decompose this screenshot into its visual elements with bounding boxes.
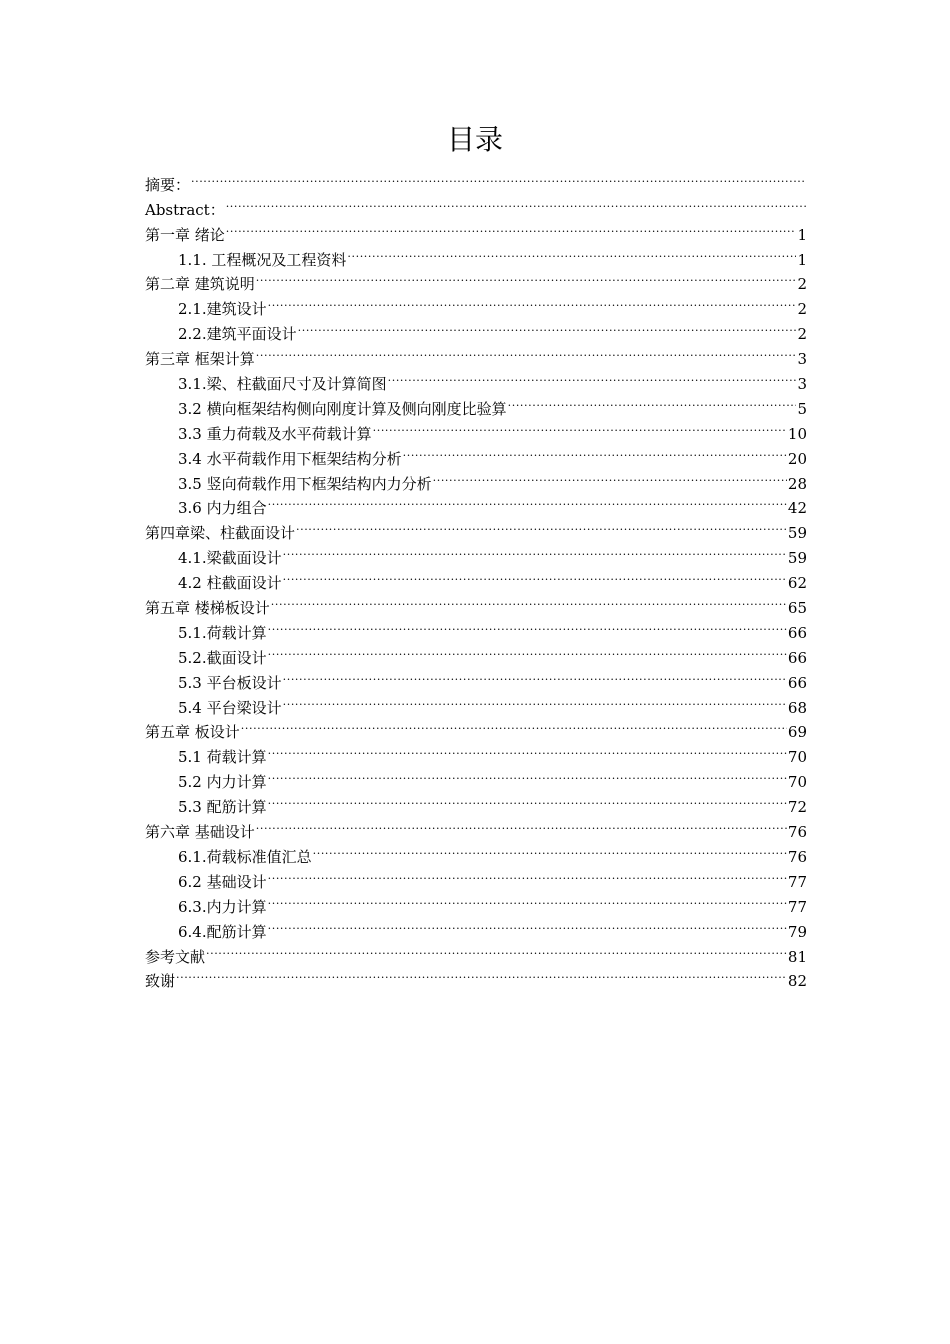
toc-entry-page-number: 66 [787, 623, 807, 642]
toc-entry-page-number: 81 [787, 947, 807, 966]
toc-entry-page-number: 72 [787, 798, 807, 817]
dot-leader [283, 688, 787, 713]
toc-entry-label: 2.2.建筑平面设计 [178, 325, 297, 344]
dot-leader [268, 762, 787, 787]
dot-leader [373, 414, 787, 439]
dot-leader [283, 563, 787, 588]
toc-entry-label: 第四章梁、柱截面设计 [145, 524, 296, 543]
toc-entry-label: 5.3 平台板设计 [178, 673, 282, 692]
toc-entry-page-number: 28 [787, 474, 807, 493]
toc-entry-label: 3.2 横向框架结构侧向刚度计算及侧向刚度比验算 [178, 399, 507, 418]
toc-entry-label: Abstract： [145, 200, 225, 219]
toc-entry-page-number: 70 [787, 748, 807, 767]
dot-leader [256, 339, 797, 364]
toc-entry-label: 4.2 柱截面设计 [178, 574, 282, 593]
toc-entry-page-number: 70 [787, 773, 807, 792]
toc-entry-label: 6.3.内力计算 [178, 897, 267, 916]
toc-entry-page-number: 2 [797, 300, 807, 319]
toc-entry-label: 第三章 框架计算 [145, 350, 255, 369]
toc-entry-page-number: 76 [787, 847, 807, 866]
toc-entry-label: 3.3 重力荷载及水平荷载计算 [178, 424, 372, 443]
toc-entry-label: 2.1.建筑设计 [178, 300, 267, 319]
toc-entry-label: 5.1.荷载计算 [178, 623, 267, 642]
dot-leader [298, 314, 797, 339]
toc-subentry[interactable] [145, 240, 807, 269]
dot-leader [256, 812, 787, 837]
toc-entry-label: 5.3 配筋计算 [178, 798, 267, 817]
dot-leader [268, 912, 787, 937]
toc-entry-label: 6.2 基础设计 [178, 872, 267, 891]
dot-leader [508, 389, 797, 414]
toc-entry-page-number: 76 [787, 823, 807, 842]
toc-entry-page-number: 1 [797, 225, 807, 244]
toc-entry-page-number: 20 [787, 449, 807, 468]
dot-leader [296, 513, 787, 538]
dot-leader [268, 787, 787, 812]
toc-entry-label: 5.2 内力计算 [178, 773, 267, 792]
toc-entry-page-number: 2 [797, 275, 807, 294]
toc-entry-page-number: 82 [787, 972, 807, 991]
toc-entry-page-number: 79 [787, 922, 807, 941]
toc-entry-page-number: 77 [787, 897, 807, 916]
toc-entry-label: 3.6 内力组合 [178, 499, 267, 518]
toc-entry-page-number: 5 [797, 399, 807, 418]
dot-leader [268, 289, 797, 314]
dot-leader [268, 638, 787, 663]
toc-entry-page-number: 62 [787, 574, 807, 593]
dot-leader [268, 737, 787, 762]
toc-entry-label: 第一章 绪论 [145, 225, 225, 244]
dot-leader [403, 439, 787, 464]
toc-entry-page-number: 66 [787, 648, 807, 667]
toc-entry-page-number: 65 [787, 599, 807, 618]
dot-leader [388, 364, 797, 389]
toc-entry-label: 3.1.梁、柱截面尺寸及计算简图 [178, 375, 387, 394]
toc-entry-page-number: 77 [787, 872, 807, 891]
toc-entry-page-number: 69 [787, 723, 807, 742]
toc-entry-label: 第五章 板设计 [145, 723, 240, 742]
toc-entry[interactable] [145, 190, 807, 219]
toc-entry-page-number: 3 [797, 350, 807, 369]
toc-entry-label: 1.1. 工程概况及工程资料 [178, 250, 347, 269]
toc-entry-page-number: 59 [787, 524, 807, 543]
toc-entry-label: 5.1 荷载计算 [178, 748, 267, 767]
dot-leader [191, 165, 806, 190]
toc-entry[interactable] [145, 962, 807, 991]
dot-leader [206, 937, 787, 962]
dot-leader [433, 464, 787, 489]
toc-entry-page-number: 3 [797, 375, 807, 394]
toc-entry-label: 第二章 建筑说明 [145, 275, 255, 294]
dot-leader [241, 713, 787, 738]
toc-subentry[interactable] [145, 737, 807, 767]
dot-leader [313, 837, 787, 862]
toc-entry-page-number: 2 [797, 325, 807, 344]
toc-title: 目录 [446, 123, 503, 156]
dot-leader [347, 240, 796, 265]
toc-entry-page-number: 68 [787, 698, 807, 717]
toc-entry-label: 3.5 竖向荷载作用下框架结构内力分析 [178, 474, 432, 493]
toc-entry-label: 摘要： [145, 175, 191, 194]
toc-entry-label: 致谢 [145, 972, 176, 991]
toc-entry-label: 5.2.截面设计 [178, 648, 267, 667]
toc-entry-page-number: 66 [787, 673, 807, 692]
toc-entry-page-number: 42 [787, 499, 807, 518]
dot-leader [226, 215, 797, 240]
toc-entry-label: 5.4 平台梁设计 [178, 698, 282, 717]
toc-entry-label: 3.4 水平荷载作用下框架结构分析 [178, 449, 402, 468]
toc-entry-label: 4.1.梁截面设计 [178, 549, 282, 568]
toc-entry-label: 6.1.荷载标准值汇总 [178, 847, 312, 866]
dot-leader [268, 862, 787, 887]
table-of-contents [145, 165, 807, 991]
dot-leader [271, 588, 787, 613]
dot-leader [256, 265, 797, 290]
toc-entry-label: 第六章 基础设计 [145, 823, 255, 842]
toc-entry[interactable] [145, 165, 807, 194]
dot-leader [226, 190, 806, 215]
dot-leader [176, 962, 787, 987]
dot-leader [283, 663, 787, 688]
dot-leader [268, 613, 787, 638]
toc-entry[interactable] [145, 937, 807, 966]
dot-leader [268, 489, 787, 514]
toc-entry-page-number: 59 [787, 549, 807, 568]
dot-leader [268, 887, 787, 912]
toc-entry[interactable] [145, 713, 807, 742]
dot-leader [283, 538, 787, 563]
toc-entry[interactable] [145, 215, 807, 244]
toc-entry-label: 第五章 楼梯板设计 [145, 599, 270, 618]
toc-entry-page-number: 10 [787, 424, 807, 443]
toc-entry-page-number: 1 [797, 250, 807, 269]
toc-entry-label: 参考文献 [145, 947, 206, 966]
toc-entry-label: 6.4.配筋计算 [178, 922, 267, 941]
